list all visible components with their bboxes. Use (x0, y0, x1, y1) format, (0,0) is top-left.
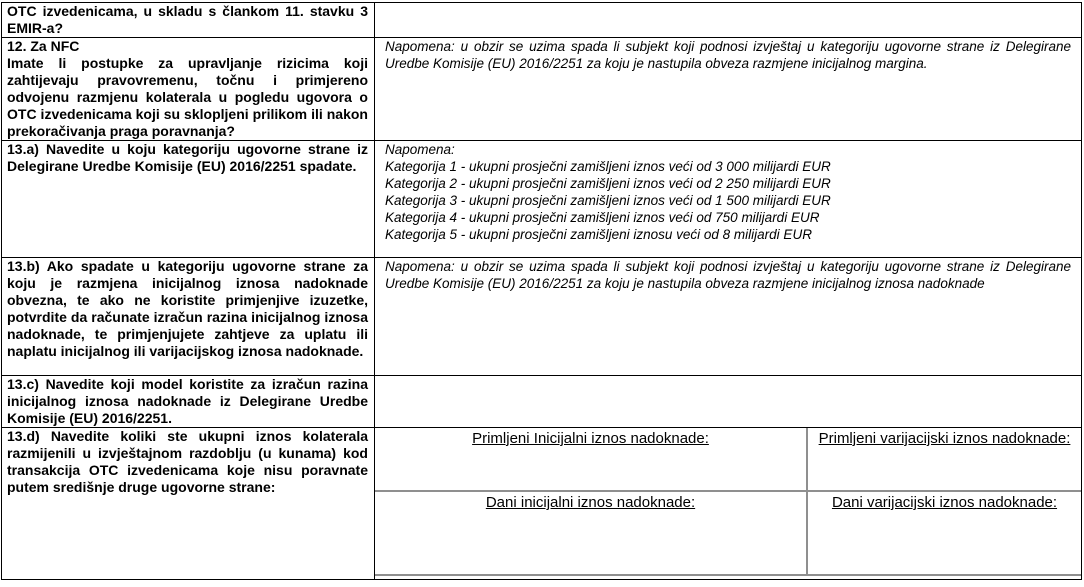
question-text: OTC izvedenicama, u skladu s člankom 11. stavku 3 EMIR-a? (7, 3, 368, 36)
note-line: Kategorija 5 - ukupni prosječni zamišljeni iznosu veći od 8 milijardi EUR (385, 227, 812, 242)
question-number: 12. Za NFC (7, 38, 80, 54)
given-variation-margin-cell (808, 492, 1081, 574)
received-variation-margin-cell (808, 428, 1081, 492)
table-row (2, 428, 1082, 580)
received-initial-margin-label: Primljeni Inicijalni iznos nadoknade: (472, 430, 709, 447)
given-initial-margin-cell (375, 492, 808, 574)
question-cell (2, 141, 375, 258)
question-text: 13.a) Navedite u koju kategoriju ugovorne strane iz Delegirane Uredbe Komisije (EU) 2016/2251 spadate. (7, 141, 368, 174)
received-initial-margin-cell (375, 428, 808, 492)
question-cell (2, 38, 375, 141)
note-text: Napomena: u obzir se uzima spada li subjekt koji podnosi izvještaj u kategoriju ugovorne strane iz Delegirane Uredbe Komisije (EU) 2016/2251 za koju je nastupila obveza razmjene inicijalnog margina. (385, 39, 1071, 71)
questionnaire-table (1, 2, 1082, 580)
note-line: Kategorija 2 - ukupni prosječni zamišljeni iznos veći od 2 250 milijardi EUR (385, 176, 831, 191)
note-line: Kategorija 4 - ukupni prosječni zamišljeni iznos veći od 750 milijardi EUR (385, 210, 820, 225)
note-cell (375, 376, 1082, 428)
margin-amounts-grid (375, 428, 1081, 576)
note-text: Napomena: u obzir se uzima spada li subjekt koji podnosi izvještaj u kategoriju ugovorne strane iz Delegirane Uredbe Komisije (EU) 2016/2251 za koju je nastupila obveza razmjene inicijalnog iznosa nadoknade (385, 259, 1071, 291)
margin-amounts-cell (375, 428, 1082, 580)
question-cell (2, 428, 375, 580)
question-text: 13.b) Ako spadate u kategoriju ugovorne strane za koju je razmjena inicijalnog iznosa nadoknade obvezna, te ako ne koristite primjenjive izuzetke, potvrdite da računate izračun razina inicijalnog iznosa nadoknade, te primjenjujete zahtjeve za uplatu ili naplatu inicijalnog ili varijacijskog iznosa nadoknade. (7, 258, 368, 359)
table-row (2, 141, 1082, 258)
question-text: 13.c) Navedite koji model koristite za izračun razina inicijalnog iznosa nadoknade iz Delegirane Uredbe Komisije (EU) 2016/2251. (7, 376, 368, 426)
note-cell (375, 3, 1082, 38)
note-line: Kategorija 3 - ukupni prosječni zamišljeni iznos veći od 1 500 milijardi EUR (385, 193, 831, 208)
question-cell (2, 258, 375, 376)
question-cell (2, 376, 375, 428)
received-variation-margin-label: Primljeni varijacijski iznos nadoknade: (818, 430, 1071, 447)
question-text: 13.d) Navedite koliki ste ukupni iznos kolaterala razmijenili u izvještajnom razdoblju (u kunama) kod transakcija OTC izvedenicama koje nisu poravnate putem središnje druge ugovorne strane: (7, 428, 368, 495)
question-text: Imate li postupke za upravljanje rizicima koji zahtijevaju pravovremenu, točnu i primjereno odvojenu razmjenu kolaterala u pogledu ugovora o OTC izvedenicama koji su sklopljeni prilikom ili nakon prekoračivanja praga poravnanja? (7, 55, 368, 139)
given-variation-margin-label: Dani varijacijski iznos nadoknade: (831, 494, 1058, 511)
table-row (2, 376, 1082, 428)
note-cell (375, 141, 1082, 258)
table-row (2, 38, 1082, 141)
note-cell (375, 38, 1082, 141)
note-line: Napomena: (385, 142, 455, 157)
given-initial-margin-label: Dani inicijalni iznos nadoknade: (485, 494, 696, 511)
table-row (2, 258, 1082, 376)
question-cell (2, 3, 375, 38)
note-line: Kategorija 1 - ukupni prosječni zamišljeni iznos veći od 3 000 milijardi EUR (385, 159, 831, 174)
table-row (2, 3, 1082, 38)
note-cell (375, 258, 1082, 376)
